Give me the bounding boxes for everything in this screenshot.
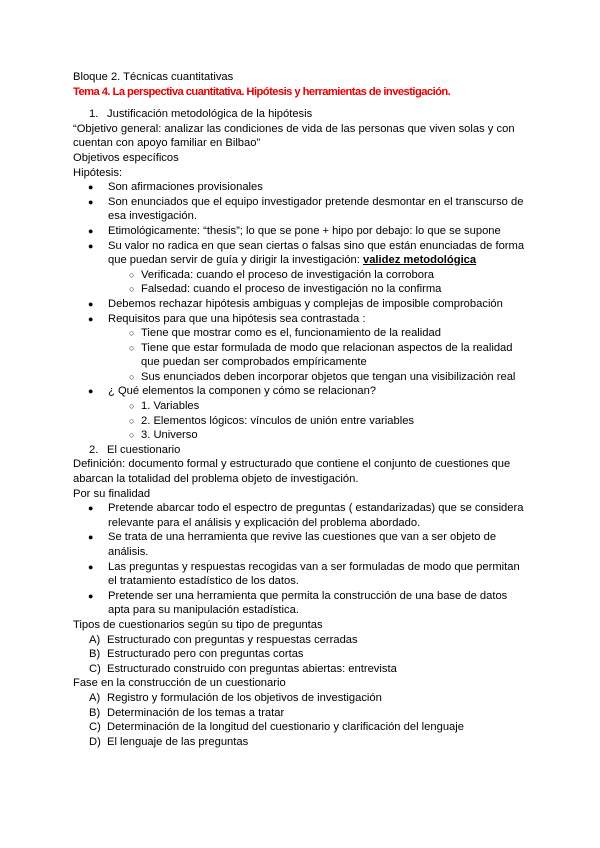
list-item: ○ 2. Elementos lógicos: vínculos de unión entre variables [73, 414, 540, 429]
list-item: ● Las preguntas y respuestas recogidas van a ser formuladas de modo que permitan el tratamiento estadístico de los datos. [73, 560, 540, 589]
list-item: C) Estructurado construido con preguntas abiertas: entrevista [89, 662, 397, 675]
definition-line-2: abarcan la totalidad del problema objeto de investigación. [73, 473, 359, 486]
list-item: A) Estructurado con preguntas y respuestas cerradas [89, 633, 358, 646]
list-item: ● Pretende abarcar todo el espectro de preguntas ( estandarizadas) que se considera relevante para el análisis y explicación del problema abordado. [73, 501, 540, 530]
list-item: ○ Falsedad: cuando el proceso de investigación no la confirma [73, 282, 540, 297]
hypothesis-list [73, 180, 540, 443]
list-item: C) Determinación de la longitud del cuestionario y clarificación del lenguaje [89, 721, 464, 734]
list-item: A) Registro y formulación de los objetivos de investigación [89, 691, 382, 704]
types-label: Tipos de cuestionarios según su tipo de preguntas [73, 618, 323, 631]
phases-list [73, 691, 540, 749]
list-item: ○ Verificada: cuando el proceso de investigación la corrobora [73, 268, 540, 283]
list-item: ● Se trata de una herramienta que revive las cuestiones que van a ser objeto de análisis. [73, 530, 540, 559]
list-item: ● ¿ Qué elementos la componen y cómo se relacionan? ○ 1. Variables ○ 2. Elementos lógicos: vínculos de unión entre variables ○ 3. Universo [73, 384, 540, 442]
list-item: ● Pretende ser una herramienta que permita la construcción de una base de datos apta para su manipulación estadística. [73, 589, 540, 618]
list-item: ● Su valor no radica en que sean ciertas o falsas sino que están enunciadas de forma que puedan servir de guía y dirigir la investigación: validez metodológica ○ Verificada: cuando el proceso de investigación la corrobora ○ Falsedad: cuando el proceso de investigación no la confirma [73, 239, 540, 297]
topic-title: Tema 4. La perspectiva cuantitativa. Hipótesis y herramientas de investigación. [73, 85, 451, 98]
section-1-title: Justificación metodológica de la hipótesis [107, 108, 313, 121]
list-item: ● Debemos rechazar hipótesis ambiguas y complejas de imposible comprobación [73, 297, 540, 312]
sublist [108, 268, 540, 297]
phase-label: Fase en la construcción de un cuestionario [73, 677, 286, 690]
list-item: ○ Tiene que mostrar como es el, funcionamiento de la realidad [73, 326, 540, 341]
list-item: ● Son enunciados que el equipo investigador pretende desmontar en el transcurso de esa investigación. [73, 195, 540, 224]
list-item: ○ Sus enunciados deben incorporar objetos que tengan una visibilización real [73, 370, 540, 385]
list-item: ○ Tiene que estar formulada de modo que relacionan aspectos de la realidad que puedan ser comprobados empíricamente [73, 341, 540, 370]
definition-line-1: Definición: documento formal y estructurado que contiene el conjunto de cuestiones que [73, 458, 511, 471]
list-item: ● Son afirmaciones provisionales [73, 180, 540, 195]
list-item: ○ 3. Universo [73, 428, 540, 443]
purpose-label: Por su finalidad [73, 487, 151, 500]
objective-line-2: cuentan con apoyo familiar en Bilbao” [73, 137, 261, 150]
sublist [108, 399, 540, 443]
section-2-title: El cuestionario [107, 443, 181, 456]
types-list [73, 633, 540, 677]
section-2-number: 2. [89, 443, 99, 456]
list-item: ○ 1. Variables [73, 399, 540, 414]
emphasis-text: validez metodológica [362, 254, 477, 267]
specific-objectives: Objetivos específicos [73, 151, 179, 164]
section-1-heading [73, 107, 540, 122]
section-2-heading [73, 443, 540, 458]
section-1-number: 1. [89, 108, 99, 121]
block-heading: Bloque 2. Técnicas cuantitativas [73, 71, 234, 83]
objective-line-1: “Objetivo general: analizar las condiciones de vida de las personas que viven solas y con [73, 122, 515, 135]
list-item: D) El lenguaje de las preguntas [89, 735, 249, 748]
purpose-list [73, 501, 540, 618]
sublist [108, 326, 540, 384]
list-item: ● Etimológicamente: “thesis”; lo que se pone + hipo por debajo: lo que se supone [73, 224, 540, 239]
list-item: ● Requisitos para que una hipótesis sea contrastada : ○ Tiene que mostrar como es el, funcionamiento de la realidad ○ Tiene que estar formulada de modo que relacionan aspectos de la realidad que puedan ser comprobados empíricamente ○ Sus enunciados deben incorporar objetos que tengan una visibilización real [73, 312, 540, 385]
list-item: B) Determinación de los temas a tratar [89, 706, 285, 719]
hypothesis-label: Hipótesis: [73, 166, 123, 179]
list-item: B) Estructurado pero con preguntas cortas [89, 648, 304, 661]
